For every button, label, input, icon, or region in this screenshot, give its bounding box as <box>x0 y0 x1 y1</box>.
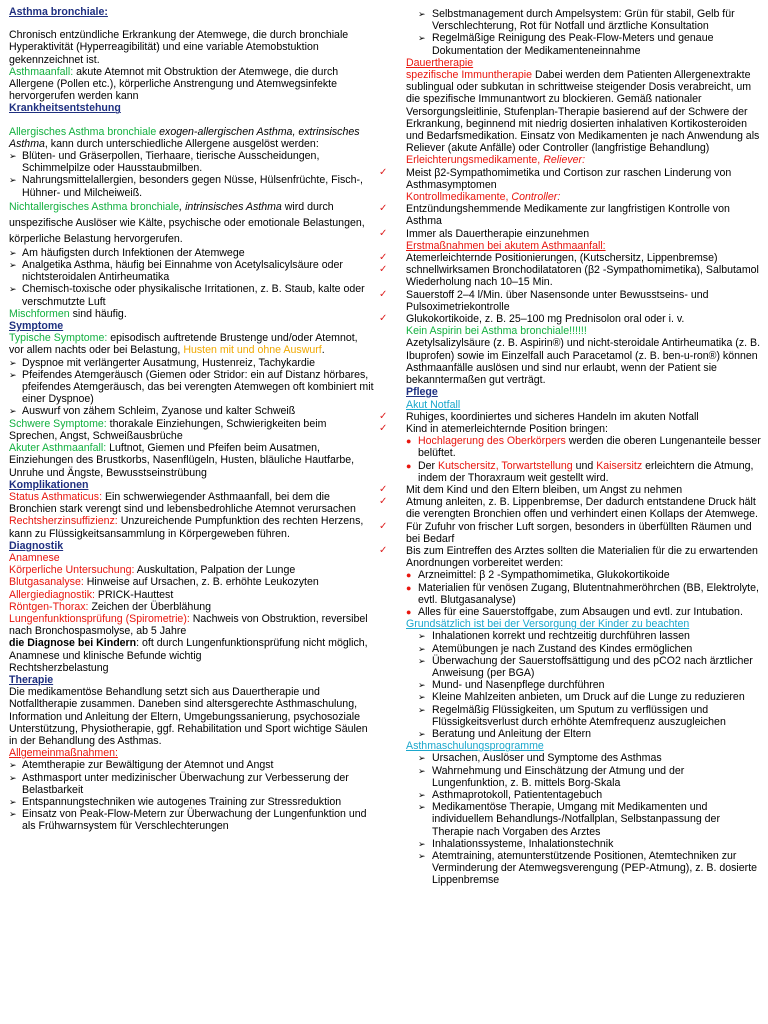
list-item-text: Auswurf von zähem Schleim, Zyanose und kalter Schweiß <box>22 405 296 418</box>
pos2-pre: Der <box>418 459 439 472</box>
list-item <box>379 521 762 545</box>
rechts-paragraph <box>9 515 374 539</box>
spez-label: spezifische Immuntherapie <box>406 69 533 82</box>
arrow-bullet-icon <box>418 630 426 642</box>
list-item <box>9 247 374 259</box>
list-item <box>418 679 762 691</box>
erleicht-italic: Reliever: <box>540 154 586 167</box>
nichtallerg-label: Nichtallergisches Asthma bronchiale <box>9 200 180 213</box>
arrow-bullet-icon <box>418 752 426 764</box>
list-item-text: Wahrnehmung und Einschätzung der Atmung und der Lungenfunktion, z. B. mittels Borg-Skala <box>432 764 685 789</box>
checkmark-icon <box>379 252 387 264</box>
list-item <box>418 32 762 56</box>
schwer-label: Schwere Symptome: <box>9 417 107 430</box>
list-item-text: Atemtraining, atemunterstützende Positionen, Atemtechniken zur Verminderung der Atemwegsverengung (PEP-Atmung), z. B. dosierte Lippenbremse <box>432 850 758 887</box>
dot-bullet-icon <box>406 569 411 581</box>
heading-symptome: Symptome <box>9 320 64 333</box>
list-item <box>379 313 762 325</box>
right-column <box>406 8 762 887</box>
koerper-label: Körperliche Untersuchung: <box>9 564 135 577</box>
list-item <box>9 772 374 796</box>
list-item-text: Nahrungsmittelallergien, besonders gegen Nüsse, Hülsenfrüchte, Fisch-, Hühner- und Milcheiweiß. <box>22 174 363 199</box>
list-item <box>379 228 762 240</box>
schulung-label: Asthmaschulungsprogramme <box>406 740 544 753</box>
list-item <box>379 545 762 569</box>
arrow-bullet-icon <box>418 32 426 44</box>
erleicht-list <box>379 167 762 191</box>
anfall-paragraph <box>9 66 374 103</box>
rechts-label: Rechtsherzinsuffizienz: <box>9 515 118 528</box>
position-list <box>406 435 762 484</box>
status-paragraph <box>9 491 374 515</box>
koerper-text: Auskultation, Palpation der Lunge <box>134 564 296 577</box>
symptom-list <box>9 357 374 418</box>
list-item-text: Für Zufuhr von frischer Luft sorgen, besonders in überfüllten Räumen und bei Bedarf <box>406 520 752 545</box>
dauer-label: Dauertherapie <box>406 56 474 69</box>
document-title: Asthma bronchiale: <box>9 6 108 18</box>
arrow-bullet-icon <box>418 728 426 740</box>
list-item <box>9 357 374 369</box>
kontroll-label: Kontrollmedikamente, <box>406 191 509 204</box>
list-item <box>418 691 762 703</box>
list-item <box>9 174 374 198</box>
list-item-text: Medikamentöse Therapie, Umgang mit Medikamenten und individuellem Behandlungs-/Notfallplan, Selbstanpassung der Therapie nach Vorgaben des Arztes <box>432 801 720 838</box>
checkmark-icon <box>379 545 387 557</box>
pos2-text: erleichtern die Atmung, indem der Thoraxraum weit gestellt wird. <box>418 459 754 484</box>
heading-komplikationen: Komplikationen <box>9 478 89 491</box>
kinder-diag-text: : oft durch Lungenfunktionsprüfung nicht möglich, Anamnese und klinische Befunde wichtig <box>9 637 368 662</box>
list-item-text: Atemübungen je nach Zustand des Kindes ermöglichen <box>432 642 693 655</box>
list-item <box>406 569 762 581</box>
blut-paragraph <box>9 576 374 588</box>
pflege-list <box>379 411 762 435</box>
list-item <box>418 765 762 789</box>
status-text: Ein schwerwiegender Asthmaanfall, bei dem die Bronchien stark verengt sind und lebensbedrohliche Atemnot verursachen <box>9 490 356 516</box>
nichtallerg-italic: , intrinsisches Asthma <box>179 200 282 213</box>
list-item-text: schnellwirksamen Bronchodilatatoren (β2 -Sympathomimetika), Salbutamol Wiederholung nach 10–15 Min. <box>406 264 759 289</box>
list-item-text: Ruhiges, koordiniertes und sicheres Handeln im akuten Notfall <box>406 410 699 423</box>
list-item-text: Bis zum Eintreffen des Arztes sollten die Materialien für die zu erwartenden Anordnungen vorbereitet werden: <box>406 544 758 570</box>
dot-bullet-icon <box>406 460 411 472</box>
list-item <box>9 369 374 406</box>
akut-text: Luftnot, Giemen und Pfeifen beim Ausatmen, Einziehungen des Brustkorbs, Nasenflügeln, Husten, bläuliche Hautfarbe, Unruhe und Ängste, Bewusstseinstrübung <box>9 442 355 479</box>
therapie-paragraph: Die medikamentöse Behandlung setzt sich aus Dauertherapie und Notfalltherapie zusammen. Daneben sind altersgerechte Asthmaschulung, Information und Anleitung der Eltern, Umgebungssanierung, psychosoziale Unterstützung, Physiotherapie, ggf. Rehabilitation und Sport wichtige Säulen in der Behandlung des Asthmas. <box>9 686 368 747</box>
list-item-text: Dyspnoe mit verlängerter Ausatmung, Hustenreiz, Tachykardie <box>22 356 316 369</box>
koerper-paragraph <box>9 564 374 576</box>
dot-bullet-icon <box>406 582 411 594</box>
list-item-text: Inhalationssysteme, Inhalationstechnik <box>432 837 614 850</box>
spez-paragraph <box>406 69 762 154</box>
typisch-label: Typische Symptome: <box>9 332 108 345</box>
kinder-diag-tail: Rechtsherzbelastung <box>9 661 109 674</box>
list-item-text: Regelmäßige Reinigung des Peak-Flow-Meters und genaue Dokumentation der Medikamenteneinnahme <box>432 32 714 57</box>
arrow-bullet-icon <box>9 259 17 271</box>
list-item <box>379 264 762 288</box>
list-item <box>418 704 762 728</box>
allerg-italic: exogen-allergischen Asthma, extrinsisches Asthma <box>9 125 360 150</box>
nichtallerg-text: wird durch unspezifische Auslöser wie Kälte, psychische oder emotionale Belastungen, körperliche Belastung hervorgerufen. <box>9 200 365 245</box>
heading-krankheitsentstehung: Krankheitsentstehung <box>9 102 121 115</box>
arrow-bullet-icon <box>418 691 426 703</box>
kontroll-heading <box>406 191 762 203</box>
list-item <box>418 789 762 801</box>
pos1-text: werden die oberen Lungenanteile besser belüftet. <box>418 435 761 460</box>
list-item <box>9 796 374 808</box>
list-item <box>9 405 374 417</box>
pos2-red1: Kutschersitz, Torwartstellung <box>438 459 573 472</box>
arrow-bullet-icon <box>9 759 17 771</box>
pos2-red2: Kaisersitz <box>596 459 643 472</box>
status-label: Status Asthmaticus: <box>9 490 103 503</box>
akut-notfall-label: Akut Notfall <box>406 398 461 411</box>
list-item-text: Chemisch-toxische oder physikalische Irritationen, z. B. Staub, kalte oder verschmutzte Luft <box>22 283 365 308</box>
top-list <box>406 8 762 57</box>
list-item-text: Beratung und Anleitung der Eltern <box>432 727 592 740</box>
dot-bullet-icon <box>406 435 411 447</box>
arrow-bullet-icon <box>418 850 426 862</box>
allerg-label: Allergisches Asthma bronchiale <box>9 125 157 138</box>
list-item <box>379 411 762 423</box>
list-item-text: Glukokortikoide, z. B. 25–100 mg Prednisolon oral oder i. v. <box>406 313 685 326</box>
list-item-text: Entspannungstechniken wie autogenes Training zur Stressreduktion <box>22 795 342 808</box>
left-column <box>9 6 374 833</box>
list-item <box>418 752 762 764</box>
arrow-bullet-icon <box>418 801 426 813</box>
list-item-text: Inhalationen korrekt und rechtzeitig durchführen lassen <box>432 630 690 643</box>
arrow-bullet-icon <box>418 765 426 777</box>
aspirin-paragraph: Azetylsalizylsäure (z. B. Aspirin®) und nicht-steroidale Antirheumatika (z. B. Ibuprofen) sowie im Einzelfall auch Paracetamol (z. B. ben-u-ron®) können Asthmaanfälle auslösen und sind nur erlaubt, wenn der Patient sie bekanntermaßen gut verträgt. <box>406 337 761 387</box>
arrow-bullet-icon <box>9 796 17 808</box>
list-item-text: Asthmaprotokoll, Patiententagebuch <box>432 789 603 801</box>
pflege-list-2 <box>379 484 762 569</box>
list-item-text: Kind in atemerleichternde Position bringen: <box>406 422 608 435</box>
list-item <box>406 435 762 459</box>
roentgen-text: Zeichen der Überblähung <box>88 600 211 613</box>
list-item <box>9 259 374 283</box>
list-item-text: Einsatz von Peak-Flow-Metern zur Überwachung der Lungenfunktion und als Frühwarnsystem für Verschlechterungen <box>22 808 367 833</box>
list-item <box>418 850 762 887</box>
list-item <box>406 582 762 606</box>
blut-text: Hinweise auf Ursachen, z. B. erhöhte Leukozyten <box>83 576 319 589</box>
pos1-red: Hochlagerung des Oberkörpers <box>418 435 566 448</box>
list-item-text: Kleine Mahlzeiten anbieten, um Druck auf die Lunge zu reduzieren <box>432 691 745 704</box>
heading-diagnostik: Diagnostik <box>9 539 64 552</box>
list-item <box>9 759 374 771</box>
anfall-label: Asthmaanfall: <box>9 65 74 78</box>
lufu-label: Lungenfunktionsprüfung (Spirometrie): <box>9 612 190 625</box>
list-item <box>379 203 762 227</box>
arrow-bullet-icon <box>9 247 17 259</box>
list-item <box>418 801 762 838</box>
list-item-text: Am häufigsten durch Infektionen der Atemwege <box>22 246 245 259</box>
list-item-text: Atmung anleiten, z. B. Lippenbremse, Der dadurch entstandene Druck hält die verengten Bronchien offen und verhindert einen Kollaps der Atemwege. <box>406 496 758 521</box>
arrow-bullet-icon <box>418 789 426 801</box>
checkmark-icon <box>379 496 387 508</box>
rechts-text: Unzureichende Pumpfunktion des rechten Herzens, kann zu Flüssigkeitsansammlung in Körpergeweben führen. <box>9 515 364 540</box>
intro-paragraph: Chronisch entzündliche Erkrankung der Atemwege, die durch bronchiale Hyperaktivität (Hyperreagibilität) und eine variable Atemobstuktion gekennzeichnet ist. <box>9 29 349 66</box>
allerg-text: , kann durch unterschiedliche Allergene ausgelöst werden: <box>44 137 319 150</box>
list-item-text: Entzündungshemmende Medikamente zur langfristigen Kontrolle von Asthma <box>406 203 730 228</box>
list-item-text: Mit dem Kind und den Eltern bleiben, um Angst zu nehmen <box>406 483 683 496</box>
allergie-text: PRICK-Hauttest <box>94 588 174 601</box>
list-item-text: Atemerleichternde Positionierungen, (Kutschersitz, Lippenbremse) <box>406 252 718 265</box>
checkmark-icon <box>379 167 387 179</box>
list-item-text: Ursachen, Auslöser und Symptome des Asthmas <box>432 752 662 765</box>
schwer-text: thorakale Einziehungen, Schwierigkeiten beim Sprechen, Angst, Schweißausbrüche <box>9 417 327 442</box>
typisch-text: episodisch auftretende Brustenge und/oder Atemnot, vor allem nachts oder bei Belastung, <box>9 332 358 357</box>
lufu-text: Nachweis von Obstruktion, reversibel nach Bronchospasmolyse, ab 5 Jahre <box>9 612 368 638</box>
list-item <box>406 460 762 484</box>
list-item <box>418 655 762 679</box>
allergie-paragraph <box>9 589 374 601</box>
list-item <box>418 643 762 655</box>
list-item <box>379 496 762 520</box>
kinder-diag-label: die Diagnose bei Kindern <box>9 637 137 650</box>
lufu-paragraph <box>9 613 374 637</box>
roentgen-label: Röntgen-Thorax: <box>9 600 89 613</box>
checkmark-icon <box>379 484 387 496</box>
list-item-text: Immer als Dauertherapie einzunehmen <box>406 227 590 240</box>
anfall-text: akute Atemnot mit Obstruktion der Atemwege, die durch Allergene (Pollen etc.), körperliche Anstrengung und Atemwegsinfekte hervorgerufen werden kann <box>9 65 339 103</box>
list-item-text: Regelmäßig Flüssigkeiten, um Sputum zu verflüssigen und Flüssigkeitsverlust durch erhöhte Atemfrequenz auszugleichen <box>432 703 726 728</box>
aspirin-warning: Kein Aspirin bei Asthma bronchiale!!!!!! <box>406 325 587 338</box>
list-item <box>418 8 762 32</box>
kinder-list <box>406 630 762 740</box>
typisch-end: . <box>321 344 325 357</box>
list-item <box>379 423 762 435</box>
erleicht-label: Erleichterungsmedikamente, <box>406 154 541 167</box>
allerg-list <box>9 150 374 199</box>
roentgen-paragraph <box>9 601 374 613</box>
list-item-text: Blüten- und Gräserpollen, Tierhaare, tierische Ausscheidungen, Schimmelpilze oder Hausstaubmilben. <box>22 150 320 175</box>
list-item-text: Asthmasport unter medizinischer Überwachung zur Verbesserung der Belastbarkeit <box>22 771 349 796</box>
misch-text: sind häufig. <box>69 307 127 320</box>
arrow-bullet-icon <box>418 704 426 716</box>
dot-bullet-icon <box>406 606 411 618</box>
list-item <box>379 289 762 313</box>
kontroll-italic: Controller: <box>508 191 561 204</box>
kontroll-list <box>379 203 762 240</box>
list-item <box>379 252 762 264</box>
list-item-text: Mund- und Nasenpflege durchführen <box>432 679 605 692</box>
allergie-label: Allergiediagnostik: <box>9 588 95 601</box>
list-item <box>9 150 374 174</box>
arrow-bullet-icon <box>418 679 426 691</box>
checkmark-icon <box>379 411 387 423</box>
list-item <box>418 630 762 642</box>
arrow-bullet-icon <box>418 8 426 20</box>
kinder-diag-paragraph <box>9 637 374 661</box>
erst-label: Erstmaßnahmen bei akutem Asthmaanfall: <box>406 239 606 252</box>
heading-pflege: Pflege <box>406 386 438 399</box>
checkmark-icon <box>379 313 387 325</box>
arrow-bullet-icon <box>9 405 17 417</box>
arrow-bullet-icon <box>9 772 17 784</box>
arrow-bullet-icon <box>9 808 17 820</box>
list-item-text: Pfeifendes Atemgeräusch (Giemen oder Stridor: ein auf Distanz hörbares, pfeifendes Atemgeräusch, das bei verengten Atemwegen oft kombiniert mit einer Dyspnoe) <box>22 368 374 406</box>
arrow-bullet-icon <box>9 369 17 381</box>
material-list <box>406 569 762 618</box>
list-item <box>9 283 374 307</box>
nichtallerg-list <box>9 247 374 308</box>
blut-label: Blutgasanalyse: <box>9 576 84 589</box>
list-item <box>9 808 374 832</box>
erleicht-heading <box>406 154 762 166</box>
checkmark-icon <box>379 521 387 533</box>
list-item-text: Sauerstoff 2–4 l/Min. über Nasensonde unter Bewusstseins- und Pulsoximetriekontrolle <box>406 288 709 313</box>
schulung-list <box>406 752 762 886</box>
spez-text: Dabei werden dem Patienten Allergenextrakte sublingual oder subkutan in schrittweise steigender Dosis verabreicht, um die spezifische Immunantwort zu blockieren. Gemäß nationaler Versorgungsleitlinie, Stufenplan-Therapie basierend auf der Schwere der Erkrankung, beginnend mit niedrig dosierten inhalativen Kortikosteroiden und Bedarfsmedikation. Einsatz von Medikamenten je nach Anwendung als Reliever (akute Anfälle) oder Controller (langfristige Behandlung) <box>406 69 760 155</box>
list-item-text: Analgetika Asthma, häufig bei Einnahme von Acetylsalicylsäure oder nichtsteroidalen Antirheumatika <box>22 259 343 284</box>
list-item <box>418 838 762 850</box>
misch-paragraph <box>9 308 374 320</box>
typisch-paragraph <box>9 332 374 356</box>
list-item-text: Materialien für venösen Zugang, Blutentnahmeröhrchen (BB, Elektrolyte, evtl. Blutgasanalyse) <box>418 581 759 606</box>
akut-paragraph <box>9 442 374 479</box>
heading-therapie: Therapie <box>9 673 54 686</box>
schwer-paragraph <box>9 418 374 442</box>
arrow-bullet-icon <box>418 838 426 850</box>
list-item-text: Alles für eine Sauerstoffgabe, zum Absaugen und evtl. zur Intubation. <box>418 605 743 618</box>
list-item <box>379 484 762 496</box>
arrow-bullet-icon <box>9 283 17 295</box>
list-item-text: Überwachung der Sauerstoffsättigung und des pCO2 nach ärztlicher Anweisung (per BGA) <box>432 654 753 679</box>
list-item <box>418 728 762 740</box>
allgemein-list <box>9 759 374 832</box>
list-item-text: Arzneimittel: β 2 -Sympathomimetika, Glukokortikoide <box>418 569 670 582</box>
typisch-orange: Husten mit und ohne Auswurf <box>180 344 322 357</box>
erst-list <box>379 252 762 325</box>
nichtallerg-paragraph <box>9 199 374 247</box>
list-item-text: Atemtherapie zur Bewältigung der Atemnot und Angst <box>22 759 274 772</box>
kinder-versorgung-label: Grundsätzlich ist bei der Versorgung der Kinder zu beachten <box>406 618 690 631</box>
arrow-bullet-icon <box>418 655 426 667</box>
misch-label: Mischformen <box>9 307 70 320</box>
akut-label: Akuter Asthmaanfall: <box>9 442 107 455</box>
list-item <box>406 606 762 618</box>
pos2-mid: und <box>572 459 597 472</box>
checkmark-icon <box>379 228 387 240</box>
arrow-bullet-icon <box>9 150 17 162</box>
arrow-bullet-icon <box>9 174 17 186</box>
allgemein-label: Allgemeinmaßnahmen: <box>9 747 118 760</box>
arrow-bullet-icon <box>9 357 17 369</box>
checkmark-icon <box>379 203 387 215</box>
checkmark-icon <box>379 289 387 301</box>
list-item <box>379 167 762 191</box>
arrow-bullet-icon <box>418 643 426 655</box>
allerg-paragraph <box>9 126 374 150</box>
list-item-text: Meist β2-Sympathomimetika und Cortison zur raschen Linderung von Asthmasymptomen <box>406 166 732 191</box>
anamnese-label: Anamnese <box>9 551 60 564</box>
checkmark-icon <box>379 264 387 276</box>
checkmark-icon <box>379 423 387 435</box>
list-item-text: Selbstmanagement durch Ampelsystem: Grün für stabil, Gelb für Verschlechterung, Rot für Notfall und ärztliche Konsultation <box>432 8 735 33</box>
